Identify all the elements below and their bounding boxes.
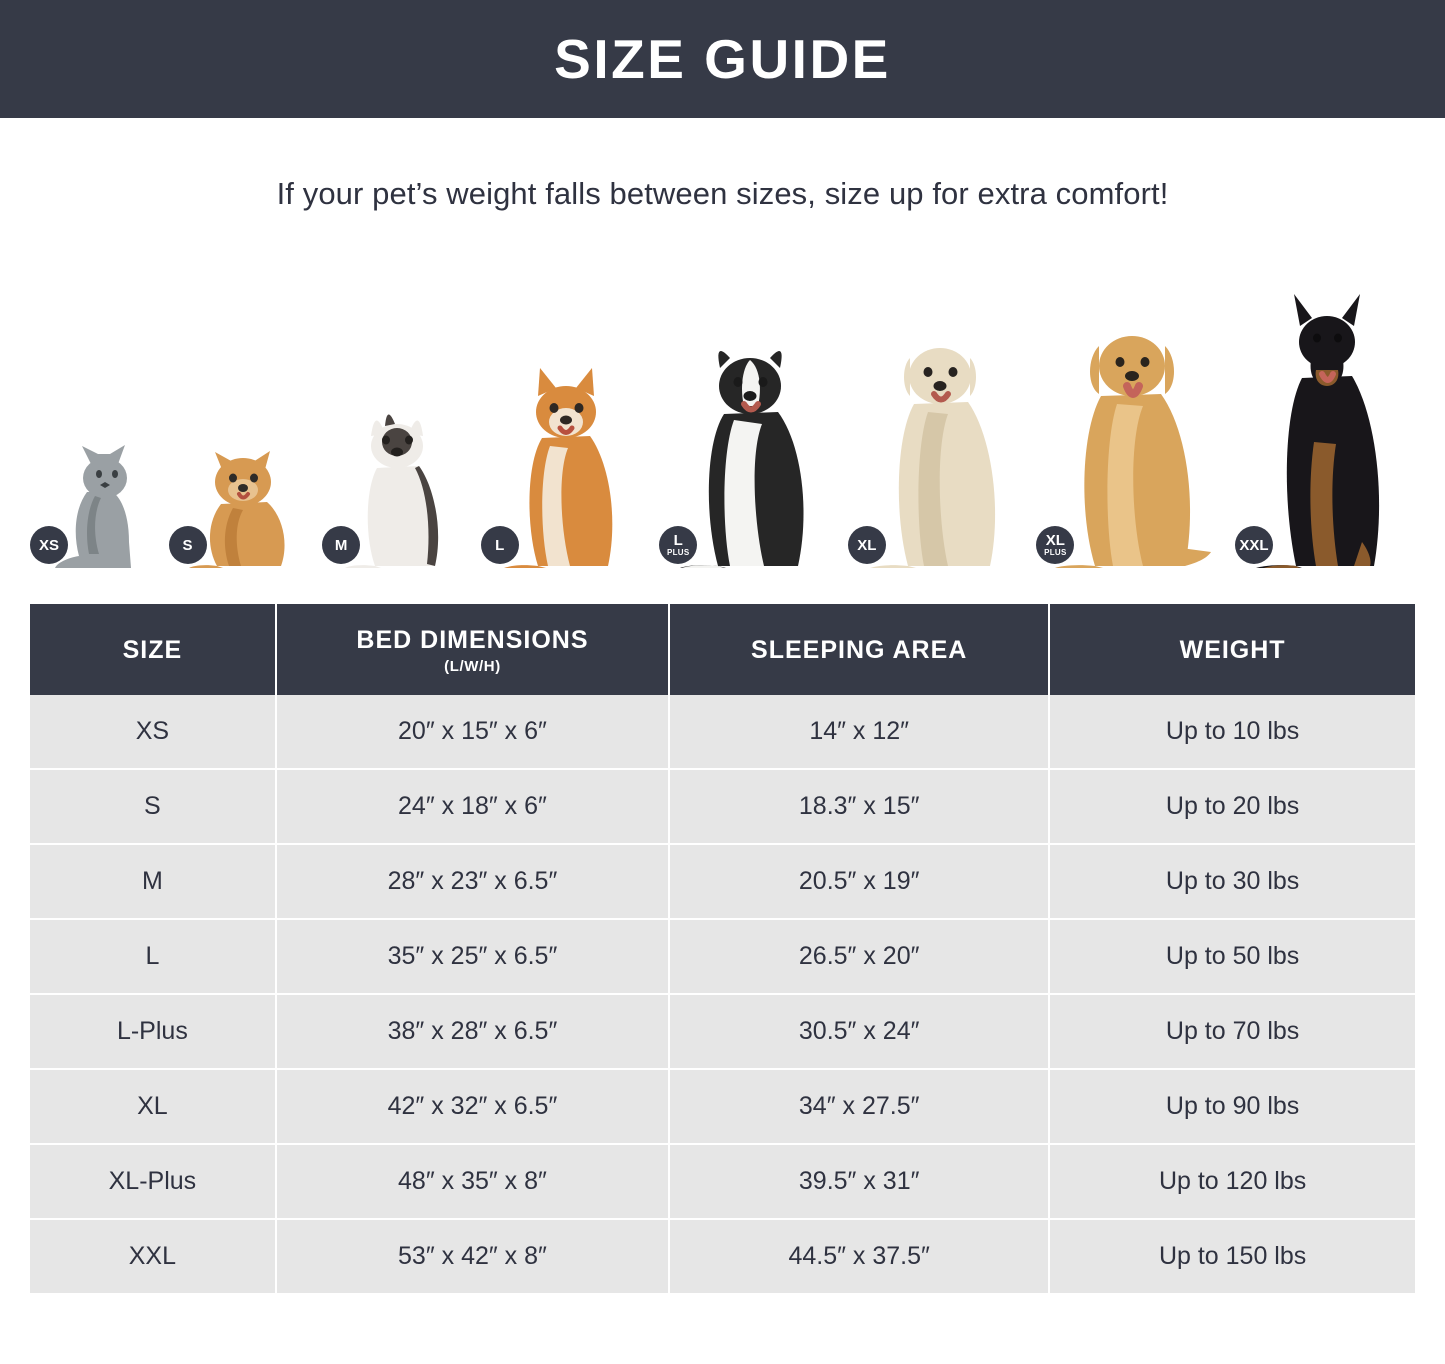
header-bed-dimensions-sub: (L/W/H): [444, 658, 501, 675]
table-row: [30, 994, 1415, 1069]
cell-dimensions: 20″ x 15″ x 6″: [276, 695, 669, 769]
header-sleeping-area: SLEEPING AREA: [669, 604, 1049, 695]
size-badge-s: [169, 526, 207, 564]
header-size: SIZE: [30, 604, 276, 695]
pet-illustration-s: [169, 420, 314, 570]
size-badge-label: L: [673, 532, 683, 549]
size-table: [30, 604, 1415, 1293]
golden-retriever-sitting-icon: [1043, 308, 1219, 570]
cell-dimensions: 48″ x 35″ x 8″: [276, 1144, 669, 1219]
size-badge-sublabel: PLUS: [666, 548, 690, 557]
cell-dimensions: 53″ x 42″ x 8″: [276, 1219, 669, 1293]
size-badge-label: XL: [1045, 532, 1065, 549]
cell-sleeping: 39.5″ x 31″: [669, 1144, 1049, 1219]
cell-sleeping: 20.5″ x 19″: [669, 844, 1049, 919]
pet-illustration-l-plus: [659, 334, 839, 570]
table-row: [30, 769, 1415, 844]
page-title: SIZE GUIDE: [554, 28, 891, 90]
cell-weight: Up to 150 lbs: [1049, 1219, 1415, 1293]
cell-sleeping: 30.5″ x 24″: [669, 994, 1049, 1069]
cell-dimensions: 42″ x 32″ x 6.5″: [276, 1069, 669, 1144]
pet-illustration-xl: [848, 322, 1028, 570]
table-row: [30, 1219, 1415, 1293]
cell-weight: Up to 10 lbs: [1049, 695, 1415, 769]
cell-weight: Up to 70 lbs: [1049, 994, 1415, 1069]
cell-size: XS: [30, 695, 276, 769]
size-badge-label: XXL: [1239, 536, 1269, 554]
doberman-sitting-icon: [1242, 292, 1408, 570]
header-banner: [0, 0, 1445, 118]
cell-dimensions: 28″ x 23″ x 6.5″: [276, 844, 669, 919]
cell-size: S: [30, 769, 276, 844]
size-badge-label: XS: [38, 536, 59, 554]
pet-illustration-xxl: [1235, 292, 1415, 570]
cell-sleeping: 18.3″ x 15″: [669, 769, 1049, 844]
subtitle-text: If your pet’s weight falls between sizes, size up for extra comfort!: [276, 176, 1169, 211]
cell-size: M: [30, 844, 276, 919]
table-row: [30, 1069, 1415, 1144]
pet-illustration-m: [322, 398, 472, 570]
size-table-container: [30, 604, 1415, 1293]
size-badge-label: S: [182, 536, 193, 554]
size-badge-sublabel: PLUS: [1044, 548, 1067, 557]
size-table-head: [30, 604, 1415, 695]
cell-weight: Up to 120 lbs: [1049, 1144, 1415, 1219]
size-badge-xl: [848, 526, 886, 564]
cell-weight: Up to 90 lbs: [1049, 1069, 1415, 1144]
cell-size: L-Plus: [30, 994, 276, 1069]
table-row: [30, 844, 1415, 919]
size-badge-xs: [30, 526, 68, 564]
header-bed-dimensions-label: BED DIMENSIONS: [356, 626, 589, 654]
size-badge-l-plus: [659, 526, 697, 564]
header-weight: WEIGHT: [1049, 604, 1415, 695]
cell-dimensions: 24″ x 18″ x 6″: [276, 769, 669, 844]
table-header-row: [30, 604, 1415, 695]
pet-size-illustrations: [30, 250, 1415, 570]
cell-weight: Up to 20 lbs: [1049, 769, 1415, 844]
table-row: [30, 919, 1415, 994]
cell-size: XL: [30, 1069, 276, 1144]
cell-sleeping: 14″ x 12″: [669, 695, 1049, 769]
cell-weight: Up to 50 lbs: [1049, 919, 1415, 994]
header-bed-dimensions: [276, 604, 669, 695]
table-row: [30, 695, 1415, 769]
size-badge-m: [322, 526, 360, 564]
size-badge-label: XL: [857, 536, 877, 554]
size-badge-l: [481, 526, 519, 564]
cell-dimensions: 38″ x 28″ x 6.5″: [276, 994, 669, 1069]
cell-weight: Up to 30 lbs: [1049, 844, 1415, 919]
cell-sleeping: 44.5″ x 37.5″: [669, 1219, 1049, 1293]
pet-illustration-xl-plus: [1036, 308, 1226, 570]
pet-illustration-xs: [30, 430, 160, 570]
cell-sleeping: 34″ x 27.5″: [669, 1069, 1049, 1144]
cell-dimensions: 35″ x 25″ x 6.5″: [276, 919, 669, 994]
table-row: [30, 1144, 1415, 1219]
size-badge-label: L: [495, 536, 505, 554]
size-badge-label: M: [334, 536, 348, 554]
cell-size: L: [30, 919, 276, 994]
cell-sleeping: 26.5″ x 20″: [669, 919, 1049, 994]
cell-size: XL-Plus: [30, 1144, 276, 1219]
cell-size: XXL: [30, 1219, 276, 1293]
size-badge-xxl: [1235, 526, 1273, 564]
size-table-body: [30, 695, 1415, 1293]
pet-illustration-l: [481, 360, 651, 570]
